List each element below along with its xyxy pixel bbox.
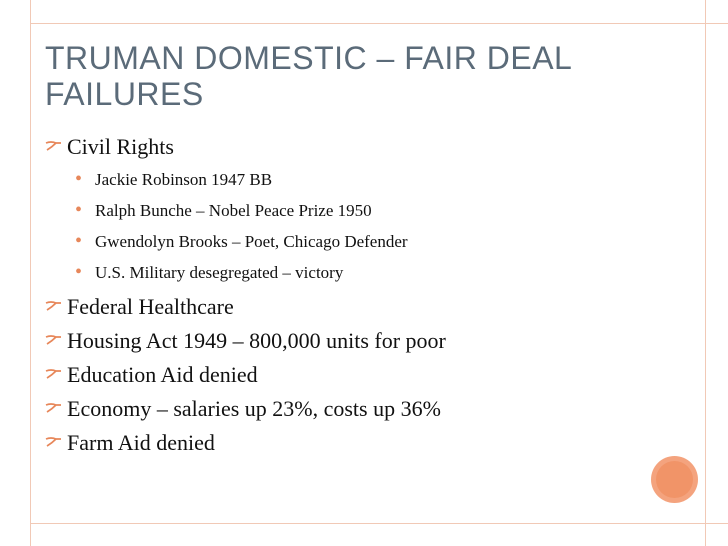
curved-arrow-bullet-icon <box>45 402 65 414</box>
bullet-item <box>45 130 665 164</box>
bullet-text: Economy – salaries up 23%, costs up 36% <box>67 396 441 421</box>
dot-bullet-icon: • <box>75 261 83 283</box>
decorative-circle <box>651 456 698 503</box>
bullet-item <box>45 358 665 392</box>
bullet-text: Education Aid denied <box>67 362 258 387</box>
curved-arrow-bullet-icon <box>45 368 65 380</box>
right-frame-border <box>705 0 706 546</box>
left-frame-border <box>0 0 31 546</box>
sub-bullet-list <box>45 164 665 288</box>
bullet-item <box>45 392 665 426</box>
bullet-text: Farm Aid denied <box>67 430 215 455</box>
bullet-item <box>45 290 665 324</box>
sub-bullet-text: U.S. Military desegregated – victory <box>95 263 344 282</box>
bullet-text: Housing Act 1949 – 800,000 units for poor <box>67 328 446 353</box>
dot-bullet-icon: • <box>75 230 83 252</box>
sub-bullet-text: Gwendolyn Brooks – Poet, Chicago Defender <box>95 232 408 251</box>
dot-bullet-icon: • <box>75 199 83 221</box>
curved-arrow-bullet-icon <box>45 300 65 312</box>
sub-bullet-item <box>45 195 665 226</box>
bullet-list <box>45 130 665 460</box>
bullet-text: Civil Rights <box>67 134 174 159</box>
decorative-circle-inner <box>656 461 693 498</box>
bottom-frame-border <box>30 523 728 524</box>
sub-bullet-item <box>45 257 665 288</box>
sub-bullet-text: Ralph Bunche – Nobel Peace Prize 1950 <box>95 201 372 220</box>
sub-bullet-item <box>45 164 665 195</box>
curved-arrow-bullet-icon <box>45 140 65 152</box>
slide-title: TRUMAN DOMESTIC – FAIR DEAL FAILURES <box>45 40 572 112</box>
bullet-text: Federal Healthcare <box>67 294 234 319</box>
sub-bullet-item <box>45 226 665 257</box>
top-frame-border <box>30 0 728 24</box>
dot-bullet-icon: • <box>75 168 83 190</box>
curved-arrow-bullet-icon <box>45 334 65 346</box>
bullet-item <box>45 324 665 358</box>
curved-arrow-bullet-icon <box>45 436 65 448</box>
sub-bullet-text: Jackie Robinson 1947 BB <box>95 170 273 189</box>
bullet-item <box>45 426 665 460</box>
